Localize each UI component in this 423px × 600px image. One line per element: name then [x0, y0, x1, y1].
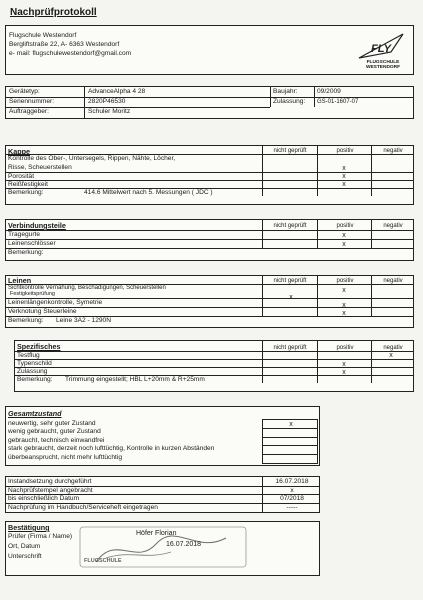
dates-value: ----- [286, 504, 298, 511]
leinen-mark: x [342, 287, 346, 294]
spezifisches-row: Testflug [17, 352, 40, 359]
spezifisches-remark-label: Bemerkung: [17, 376, 53, 383]
kappe-row: Kontrolle des Ober-, Untersegels, Rippen, Nähte, Löcher, [8, 155, 176, 162]
device-info-box [5, 86, 414, 119]
verbindungsteile-row: Leinenschlösser [8, 240, 56, 247]
bestaetigung-row: Unterschrift [8, 553, 42, 560]
leinen-mark: x [289, 294, 293, 301]
spezifisches-mark: x [342, 361, 346, 368]
company-logo [351, 30, 409, 72]
spezifisches-remark-value: Trimmung eingestellt; HBL L+20mm & R+25mm [65, 376, 205, 383]
section-gesamtzustand [5, 406, 320, 466]
leinen-row: Verknotung Steuerleine [8, 308, 77, 315]
spezifisches-col-not-checked: nicht geprüft [273, 345, 307, 351]
kappe-row: Porosität [8, 173, 35, 180]
kappe-mark: x [342, 165, 346, 172]
kappe-mark: x [342, 173, 346, 180]
gesamtzustand-row: überbeansprucht, nicht mehr lufttüchtig [8, 454, 122, 461]
stamp-text: FLUGSCHULE [84, 558, 122, 564]
spezifisches-col-negative: negativ [383, 345, 403, 351]
leinen-col-positive: positiv [336, 278, 354, 284]
leinen-col-negative: negativ [383, 278, 403, 284]
value-client: Schuler Moritz [88, 108, 131, 115]
kappe-remark-value: 414.6 Mittelwert nach 5. Messungen ( JDC ) [84, 189, 213, 196]
spezifisches-mark: x [389, 352, 393, 359]
section-verbindungsteile [5, 219, 414, 261]
company-stamp [76, 524, 251, 570]
spezifisches-heading: Spezifisches [17, 342, 61, 351]
kappe-row: Reißfestigkeit [8, 181, 48, 188]
gesamtzustand-row: neuwertig, sehr guter Zustand [8, 420, 96, 427]
dates-value: 07/2018 [280, 495, 304, 502]
gesamtzustand-heading: Gesamtzustand [8, 409, 62, 418]
page-title: Nachprüfprotokoll [10, 7, 97, 18]
verbindungsteile-mark: x [342, 241, 346, 248]
spezifisches-mark: x [342, 369, 346, 376]
dates-row: Nachprüfstempel angebracht [8, 487, 93, 494]
dates-row: Nachprüfung im Handbuch/Serviceheft eingetragen [8, 504, 158, 511]
dates-value: x [290, 487, 294, 494]
verbindungsteile-col-negative: negativ [383, 223, 403, 229]
kappe-heading: Kappe [8, 147, 30, 156]
leinen-row: Sichtkontrolle Vernähung, Beschädigungen, Scheuerstellen [8, 285, 166, 291]
spezifisches-col-positive: positiv [336, 345, 354, 351]
value-year: 09/2009 [317, 88, 341, 95]
spezifisches-row: Typenschild [17, 360, 52, 367]
leinen-remark-value: Leine 3A2 - 1290N [56, 317, 111, 324]
leinen-row: Festigkeitsprüfung [10, 291, 55, 297]
section-bestaetigung [5, 521, 320, 576]
verbindungsteile-col-positive: positiv [336, 223, 354, 229]
dates-row: Instandsetzung durchgeführt [8, 478, 92, 485]
dates-value: 16.07.2018 [275, 478, 309, 485]
kappe-remark-label: Bemerkung: [8, 189, 44, 196]
verbindungsteile-remark-label: Bemerkung: [8, 249, 44, 256]
value-serial: 2820P46530 [88, 98, 126, 105]
kappe-col-negative: negativ [383, 148, 403, 154]
leinen-col-not-checked: nicht geprüft [273, 278, 307, 284]
label-device-type: Gerätetyp: [9, 88, 40, 95]
gesamtzustand-row: gebraucht, technisch einwandfrei [8, 437, 105, 444]
verbindungsteile-mark: x [342, 232, 346, 239]
value-approval: GS-01-1607-07 [317, 99, 359, 105]
section-spezifisches [14, 340, 414, 392]
kappe-col-positive: positiv [336, 148, 354, 154]
section-dates [5, 476, 320, 513]
bestaetigung-heading: Bestätigung [8, 523, 50, 532]
label-serial: Seriennummer: [9, 98, 55, 105]
section-leinen [5, 275, 414, 328]
bestaetigung-row: Prüfer (Firma / Name) [8, 533, 73, 540]
leinen-mark: x [342, 302, 346, 309]
examiner-name: Höfer Florian [136, 530, 177, 537]
gesamtzustand-row: stark gebraucht, derzeit noch lufttüchtig, Kontrolle in kurzen Abständen [8, 445, 215, 452]
logo-text: FLY [371, 43, 391, 55]
spezifisches-row: Zulassung [17, 368, 48, 375]
verbindungsteile-col-not-checked: nicht geprüft [273, 223, 307, 229]
bestaetigung-row: Ort, Datum [8, 543, 41, 550]
company-email: e- mail: flugschulewestendorf@gmail.com [9, 50, 132, 57]
company-name: Flugschule Westendorf [9, 32, 77, 39]
signing-date: 16.07.2018 [166, 541, 202, 548]
leinen-row: Leinenlängenkontrolle, Symetrie [8, 299, 103, 306]
section-kappe [5, 145, 414, 205]
company-box [5, 25, 414, 75]
verbindungsteile-row: Tragegurte [8, 231, 41, 238]
logo-subtext: FLUGSCHULE WESTENDORF [365, 60, 401, 71]
label-client: Auftraggeber: [9, 108, 49, 115]
kappe-col-not-checked: nicht geprüft [273, 148, 307, 154]
company-address: Bergliftstraße 22, A- 6363 Westendorf [9, 41, 120, 48]
kappe-row: Risse, Scheuerstellen [8, 164, 72, 171]
kappe-mark: x [342, 181, 346, 188]
verbindungsteile-heading: Verbindungsteile [8, 221, 66, 230]
leinen-heading: Leinen [8, 276, 32, 285]
value-device-type: AdvanceAlpha 4 28 [88, 88, 146, 95]
label-approval: Zulassung: [273, 98, 306, 105]
gesamtzustand-mark: x [289, 421, 293, 428]
leinen-remark-label: Bemerkung: [8, 317, 44, 324]
gesamtzustand-row: wenig gebraucht, guter Zustand [8, 428, 101, 435]
label-year: Baujahr: [273, 88, 298, 95]
dates-row: bis einschließlich Datum [8, 495, 80, 502]
leinen-mark: x [342, 310, 346, 317]
gesamtzustand-checkboxes [262, 419, 318, 464]
